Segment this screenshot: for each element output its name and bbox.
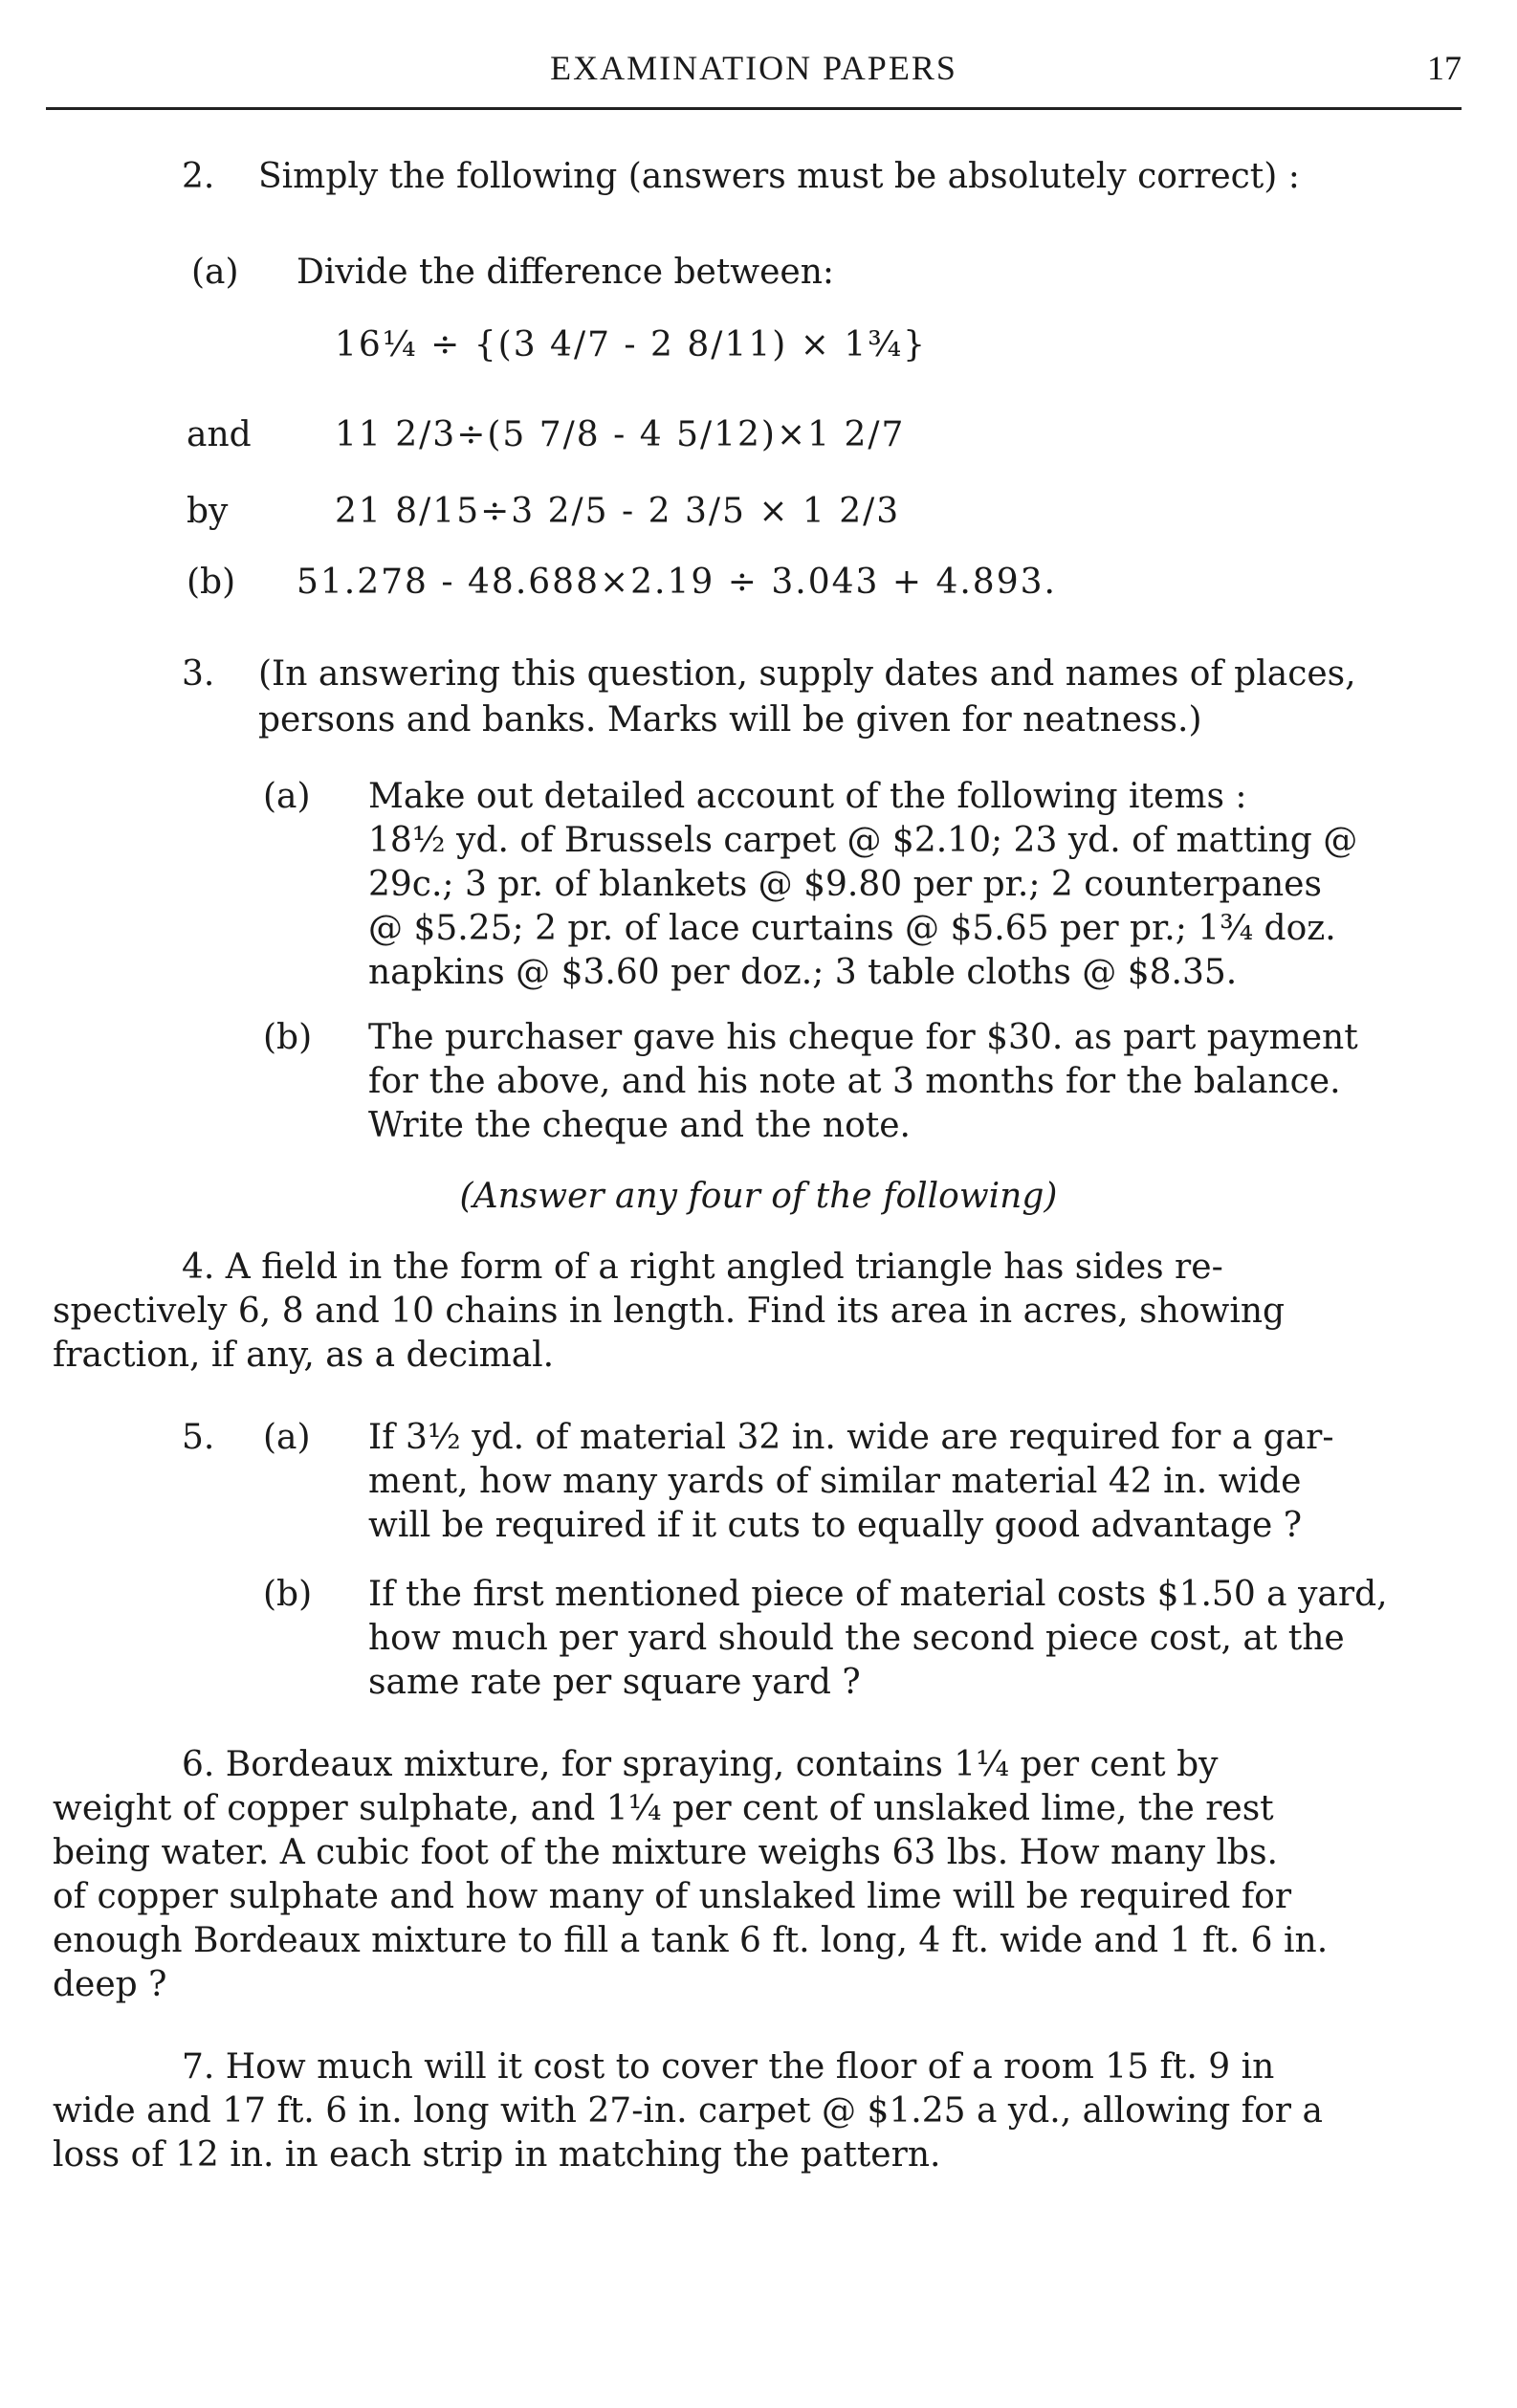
q2-expression-1: 16¼ ÷ {(3 4/7 - 2 8/11) × 1¾}: [335, 325, 928, 365]
q2-expression-2: 11 2/3÷(5 7/8 - 4 5/12)×1 2/7: [335, 415, 906, 454]
q6-line-6: deep ?: [53, 1965, 167, 2004]
q4-line-1: 4. A field in the form of a right angled triangle has sides re-: [182, 1248, 1223, 1287]
q2-by-label: by: [187, 492, 229, 531]
q7-line-1: 7. How much will it cost to cover the floor of a room 15 ft. 9 in: [182, 2047, 1275, 2087]
q5-b-line-3: same rate per square yard ?: [368, 1663, 861, 1702]
q2-a-label: (a): [191, 253, 239, 292]
q3-stem-line-1: (In answering this question, supply dates and names of places,: [258, 654, 1356, 694]
q5-b-label: (b): [263, 1575, 313, 1614]
q2-expression-3: 21 8/15÷3 2/5 - 2 3/5 × 1 2/3: [335, 492, 901, 531]
q2-b-expression: 51.278 - 48.688×2.19 ÷ 3.043 + 4.893.: [297, 563, 1057, 602]
q5-b-line-2: how much per yard should the second piece cost, at the: [368, 1619, 1345, 1658]
q3-b-line-3: Write the cheque and the note.: [368, 1106, 911, 1145]
q5-number: 5.: [182, 1418, 215, 1457]
q4-line-2: spectively 6, 8 and 10 chains in length. Find its area in acres, showing: [53, 1292, 1286, 1331]
q5-b-line-1: If the first mentioned piece of material costs $1.50 a yard,: [368, 1575, 1388, 1614]
running-title: EXAMINATION PAPERS: [550, 49, 957, 87]
q3-a-line-3: 29c.; 3 pr. of blankets @ $9.80 per pr.; 2 counterpanes: [368, 865, 1322, 904]
q3-stem-line-2: persons and banks. Marks will be given for neatness.): [258, 700, 1202, 740]
q3-a-line-1: Make out detailed account of the following items :: [368, 777, 1247, 816]
q5-a-line-2: ment, how many yards of similar material 42 in. wide: [368, 1462, 1302, 1501]
q6-line-2: weight of copper sulphate, and 1¼ per cent of unslaked lime, the rest: [53, 1789, 1274, 1828]
q3-a-label: (a): [263, 777, 311, 816]
q5-a-line-1: If 3½ yd. of material 32 in. wide are required for a gar-: [368, 1418, 1334, 1457]
q2-number: 2.: [182, 157, 215, 196]
q3-a-line-2: 18½ yd. of Brussels carpet @ $2.10; 23 yd. of matting @: [368, 821, 1358, 860]
q2-a-text: Divide the difference between:: [297, 253, 835, 292]
q3-b-line-1: The purchaser gave his cheque for $30. as part payment: [368, 1018, 1358, 1057]
q3-b-label: (b): [263, 1018, 313, 1057]
q3-b-line-2: for the above, and his note at 3 months for the balance.: [368, 1062, 1341, 1101]
q7-line-3: loss of 12 in. in each strip in matching the pattern.: [53, 2135, 941, 2175]
q2-stem: Simply the following (answers must be absolutely correct) :: [258, 157, 1300, 196]
page-number: 17: [1427, 49, 1462, 87]
q6-line-5: enough Bordeaux mixture to fill a tank 6 ft. long, 4 ft. wide and 1 ft. 6 in.: [53, 1921, 1329, 1960]
q6-line-4: of copper sulphate and how many of unslaked lime will be required for: [53, 1877, 1292, 1916]
q3-a-line-5: napkins @ $3.60 per doz.; 3 table cloths @ $8.35.: [368, 953, 1238, 992]
answer-instruction: (Answer any four of the following): [459, 1177, 1058, 1216]
page-header: [46, 38, 1462, 96]
q2-b-label: (b): [187, 563, 236, 602]
q5-a-line-3: will be required if it cuts to equally good advantage ?: [368, 1506, 1303, 1545]
q6-line-3: being water. A cubic foot of the mixture weighs 63 lbs. How many lbs.: [53, 1833, 1278, 1872]
q4-line-3: fraction, if any, as a decimal.: [53, 1336, 555, 1375]
q6-line-1: 6. Bordeaux mixture, for spraying, contains 1¼ per cent by: [182, 1745, 1219, 1784]
q3-a-line-4: @ $5.25; 2 pr. of lace curtains @ $5.65 per pr.; 1¾ doz.: [368, 909, 1336, 948]
header-rule: [46, 107, 1462, 110]
q5-a-label: (a): [263, 1418, 311, 1457]
q3-number: 3.: [182, 654, 215, 694]
q2-and-label: and: [187, 415, 252, 454]
q7-line-2: wide and 17 ft. 6 in. long with 27-in. carpet @ $1.25 a yd., allowing for a: [53, 2091, 1323, 2131]
